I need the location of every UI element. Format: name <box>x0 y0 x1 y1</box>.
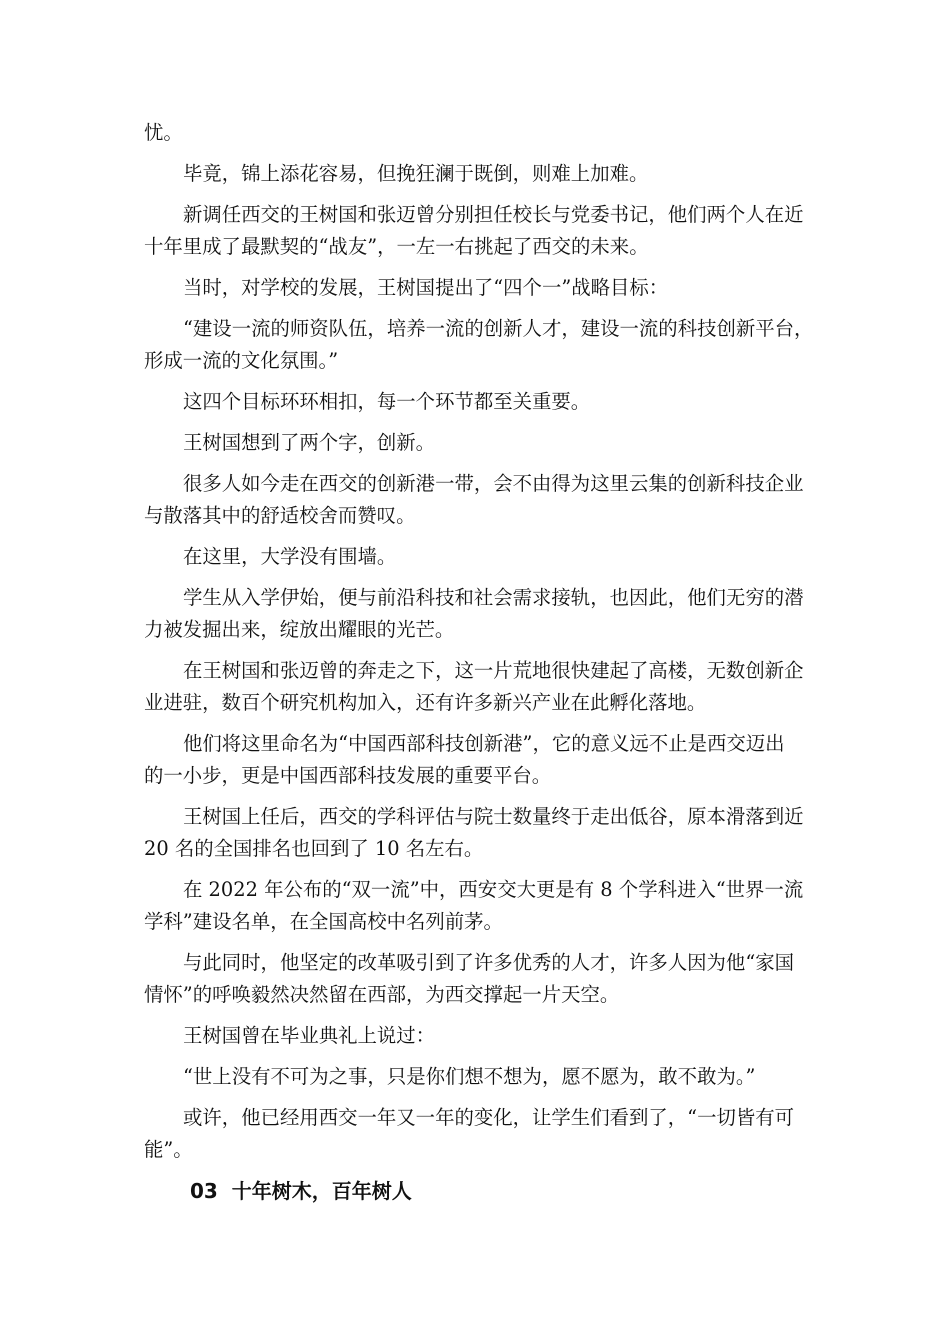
text-line: 很多人如今走在西交的创新港一带，会不由得为这里云集的创新科技企业 <box>183 472 804 495</box>
paragraph <box>144 117 814 149</box>
paragraph <box>144 541 814 573</box>
paragraph <box>144 313 814 377</box>
text-line: 形成一流的文化氛围。” <box>144 349 339 372</box>
text-line: 能”。 <box>144 1138 193 1161</box>
text-line: 忧。 <box>144 121 183 144</box>
text-line: 他们将这里命名为“中国西部科技创新港”，它的意义远不止是西交迈出 <box>183 732 785 755</box>
paragraph <box>144 427 814 459</box>
text-line: 学科”建设名单，在全国高校中名列前茅。 <box>144 910 503 933</box>
text-line: 学生从入学伊始，便与前沿科技和社会需求接轨，也因此，他们无穷的潜 <box>183 586 804 609</box>
paragraph <box>144 272 814 304</box>
text-line: 或许，他已经用西交一年又一年的变化，让学生们看到了，“一切皆有可 <box>183 1106 795 1129</box>
text-line: 20 名的全国排名也回到了 10 名左右。 <box>144 837 484 860</box>
paragraph <box>144 468 814 532</box>
paragraph <box>144 199 814 263</box>
text-line: 与此同时，他坚定的改革吸引到了许多优秀的人才，许多人因为他“家国 <box>183 951 795 974</box>
text-line: 的一小步，更是中国西部科技发展的重要平台。 <box>144 764 552 787</box>
text-line: 王树国曾在毕业典礼上说过： <box>183 1024 436 1047</box>
paragraph <box>144 1020 814 1052</box>
text-line: “世上没有不可为之事，只是你们想不想为，愿不愿为，敢不敢为。” <box>183 1065 756 1088</box>
paragraph <box>144 728 814 792</box>
text-line: 在 2022 年公布的“双一流”中，西安交大更是有 8 个学科进入“世界一流 <box>183 878 804 901</box>
section-heading: 03 十年树木，百年树人 <box>190 1179 412 1203</box>
text-line: 在王树国和张迈曾的奔走之下，这一片荒地很快建起了高楼，无数创新企 <box>183 659 804 682</box>
paragraph <box>144 1102 814 1166</box>
paragraph <box>144 582 814 646</box>
text-line: 王树国上任后，西交的学科评估与院士数量终于走出低谷，原本滑落到近 <box>183 805 804 828</box>
text-line: 这四个目标环环相扣，每一个环节都至关重要。 <box>183 390 591 413</box>
paragraph <box>144 1061 814 1093</box>
text-line: 在这里，大学没有围墙。 <box>183 545 397 568</box>
text-line: “建设一流的师资队伍，培养一流的创新人才，建设一流的科技创新平台， <box>183 317 814 340</box>
paragraph <box>144 947 814 1011</box>
paragraph <box>144 801 814 865</box>
text-line: 业进驻，数百个研究机构加入，还有许多新兴产业在此孵化落地。 <box>144 691 707 714</box>
paragraph <box>144 158 814 190</box>
text-line: 王树国想到了两个字，创新。 <box>183 431 436 454</box>
text-line: 新调任西交的王树国和张迈曾分别担任校长与党委书记，他们两个人在近 <box>183 203 804 226</box>
paragraph <box>144 874 814 938</box>
text-line: 当时，对学校的发展，王树国提出了“四个一”战略目标： <box>183 276 669 299</box>
body-text <box>144 117 814 1166</box>
text-line: 毕竟，锦上添花容易，但挽狂澜于既倒，则难上加难。 <box>183 162 649 185</box>
text-line: 十年里成了最默契的“战友”，一左一右挑起了西交的未来。 <box>144 235 649 258</box>
document-page <box>144 117 814 1207</box>
text-line: 力被发掘出来，绽放出耀眼的光芒。 <box>144 618 455 641</box>
text-line: 情怀”的呼唤毅然决然留在西部，为西交撑起一片天空。 <box>144 983 620 1006</box>
paragraph <box>144 386 814 418</box>
paragraph <box>144 655 814 719</box>
text-line: 与散落其中的舒适校舍而赞叹。 <box>144 504 416 527</box>
